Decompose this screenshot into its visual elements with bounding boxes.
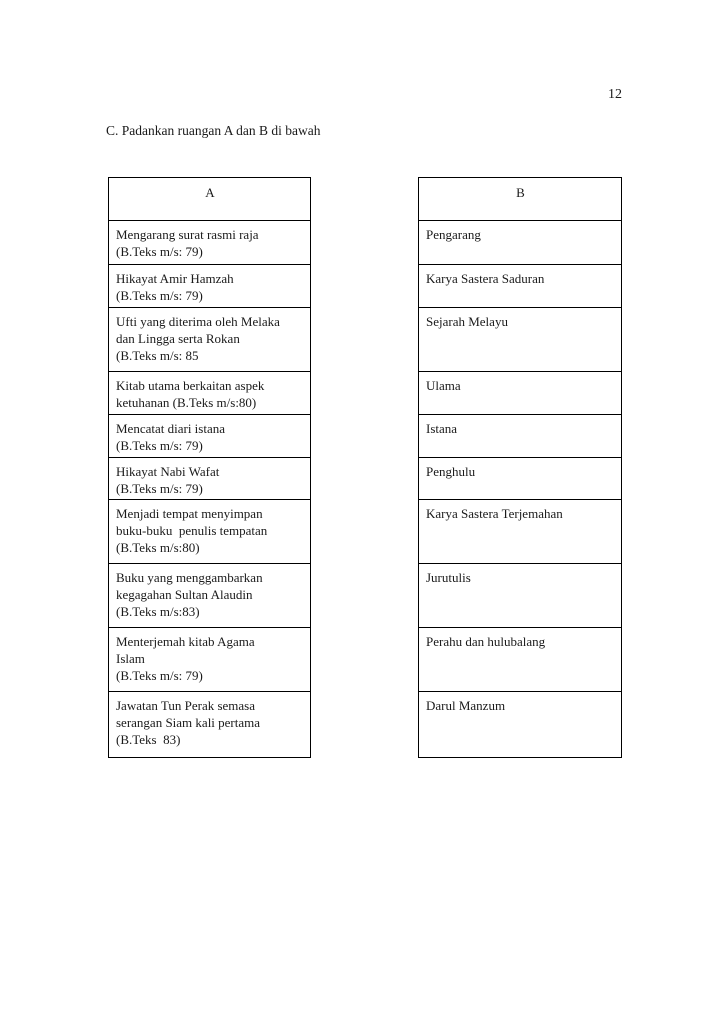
column-a-cell: [109, 457, 310, 499]
column-b-cell: [419, 414, 621, 457]
column-a-table: [108, 177, 311, 758]
page-number: 12: [608, 87, 622, 102]
cell-line: buku-buku penulis tempatan: [116, 523, 268, 538]
cell-line: (B.Teks m/s: 79): [116, 438, 203, 453]
column-a-cell: [109, 627, 310, 691]
cell-line: (B.Teks m/s: 79): [116, 244, 203, 259]
column-b-cell: [419, 627, 621, 691]
column-a-cell: [109, 499, 310, 563]
cell-line: (B.Teks m/s: 85: [116, 348, 199, 363]
column-a-cell: [109, 220, 310, 264]
cell-line: Darul Manzum: [426, 698, 506, 713]
column-a-cell: [109, 563, 310, 627]
cell-line: Menterjemah kitab Agama: [116, 634, 255, 649]
cell-line: Mengarang surat rasmi raja: [116, 227, 259, 242]
cell-line: Hikayat Nabi Wafat: [116, 464, 220, 479]
cell-line: dan Lingga serta Rokan: [116, 331, 240, 346]
column-b-cell: [419, 563, 621, 627]
column-b-table: [418, 177, 622, 758]
column-b-cell: [419, 220, 621, 264]
column-b-cell: [419, 307, 621, 371]
cell-line: Ufti yang diterima oleh Melaka: [116, 314, 280, 329]
cell-line: Kitab utama berkaitan aspek: [116, 378, 265, 393]
cell-line: Karya Sastera Saduran: [426, 271, 545, 286]
column-a-cell: [109, 307, 310, 371]
cell-line: (B.Teks m/s:80): [116, 540, 200, 555]
cell-line: Ulama: [426, 378, 461, 393]
cell-line: (B.Teks 83): [116, 732, 181, 747]
cell-line: ketuhanan (B.Teks m/s:80): [116, 395, 257, 410]
cell-line: Jurutulis: [426, 570, 471, 585]
cell-line: Penghulu: [426, 464, 476, 479]
column-a-cell: [109, 691, 310, 757]
cell-line: Mencatat diari istana: [116, 421, 226, 436]
cell-line: Sejarah Melayu: [426, 314, 508, 329]
column-b-header: B: [516, 185, 525, 200]
column-b-cell: [419, 264, 621, 307]
cell-line: kegagahan Sultan Alaudin: [116, 587, 253, 602]
cell-line: Karya Sastera Terjemahan: [426, 506, 563, 521]
cell-line: Menjadi tempat menyimpan: [116, 506, 263, 521]
cell-line: Jawatan Tun Perak semasa: [116, 698, 256, 713]
cell-line: (B.Teks m/s:83): [116, 604, 200, 619]
column-b-cell: [419, 457, 621, 499]
column-a-header: A: [205, 185, 215, 200]
column-a-cell: [109, 264, 310, 307]
cell-line: Pengarang: [426, 227, 481, 242]
cell-line: (B.Teks m/s: 79): [116, 668, 203, 683]
cell-line: Istana: [426, 421, 458, 436]
column-b-cell: [419, 691, 621, 757]
cell-line: Islam: [116, 651, 145, 666]
cell-line: (B.Teks m/s: 79): [116, 288, 203, 303]
column-b-cell: [419, 371, 621, 414]
cell-line: Perahu dan hulubalang: [426, 634, 546, 649]
cell-line: (B.Teks m/s: 79): [116, 481, 203, 496]
cell-line: serangan Siam kali pertama: [116, 715, 261, 730]
column-b-cell: [419, 499, 621, 563]
cell-line: Buku yang menggambarkan: [116, 570, 263, 585]
cell-line: Hikayat Amir Hamzah: [116, 271, 234, 286]
instruction-text: C. Padankan ruangan A dan B di bawah: [106, 123, 321, 138]
column-a-cell: [109, 371, 310, 414]
column-a-cell: [109, 414, 310, 457]
